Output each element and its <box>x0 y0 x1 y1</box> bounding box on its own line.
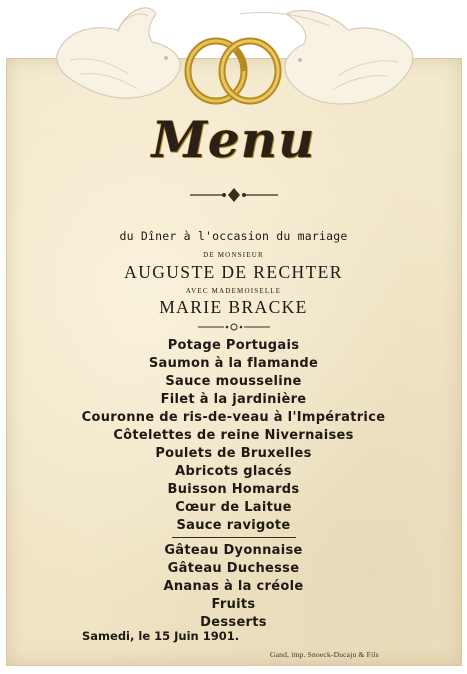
event-date: Samedi, le 15 Juin 1901. <box>82 629 240 643</box>
dessert-item: Ananas à la créole <box>163 579 304 594</box>
dish-item: Côtelettes de reine Nivernaises <box>113 428 354 443</box>
dessert-item: Gâteau Duchesse <box>167 561 300 576</box>
bride-prefix: AVEC MADEMOISELLE <box>185 287 282 295</box>
dish-item: Saumon à la flamande <box>148 356 319 371</box>
wedding-rings-icon <box>188 41 278 101</box>
dessert-item: Fruits <box>211 597 256 612</box>
groom-prefix: DE MONSIEUR <box>203 251 264 259</box>
dessert-item: Desserts <box>200 615 267 630</box>
flourish-ornament <box>186 186 282 204</box>
dish-item: Sauce ravigote <box>176 518 291 533</box>
dish-item: Buisson Homards <box>167 482 300 497</box>
printer-credit: Gand, imp. Snoeck-Ducaju & Fils <box>270 650 379 659</box>
groom-name: AUGUSTE DE RECHTER <box>124 262 343 282</box>
dish-item: Cœur de Laitue <box>175 500 292 515</box>
dish-item: Poulets de Bruxelles <box>155 446 312 461</box>
dish-item: Potage Portugais <box>167 338 300 353</box>
divider-ornament <box>196 322 272 332</box>
dish-item: Couronne de ris-de-veau à l'Impératrice <box>81 410 386 425</box>
right-dove-icon <box>240 11 413 104</box>
dish-item: Abricots glacés <box>175 464 292 479</box>
bride-name: MARIE BRACKE <box>159 297 308 317</box>
dish-item: Filet à la jardinière <box>160 392 307 407</box>
left-dove-icon <box>57 8 180 98</box>
dish-item: Sauce mousseline <box>165 374 302 389</box>
menu-title: Menu <box>151 110 316 169</box>
section-divider <box>172 537 296 538</box>
dessert-item: Gâteau Dyonnaise <box>164 543 303 558</box>
dinner-intro: du Dîner à l'occasion du mariage <box>119 229 348 243</box>
